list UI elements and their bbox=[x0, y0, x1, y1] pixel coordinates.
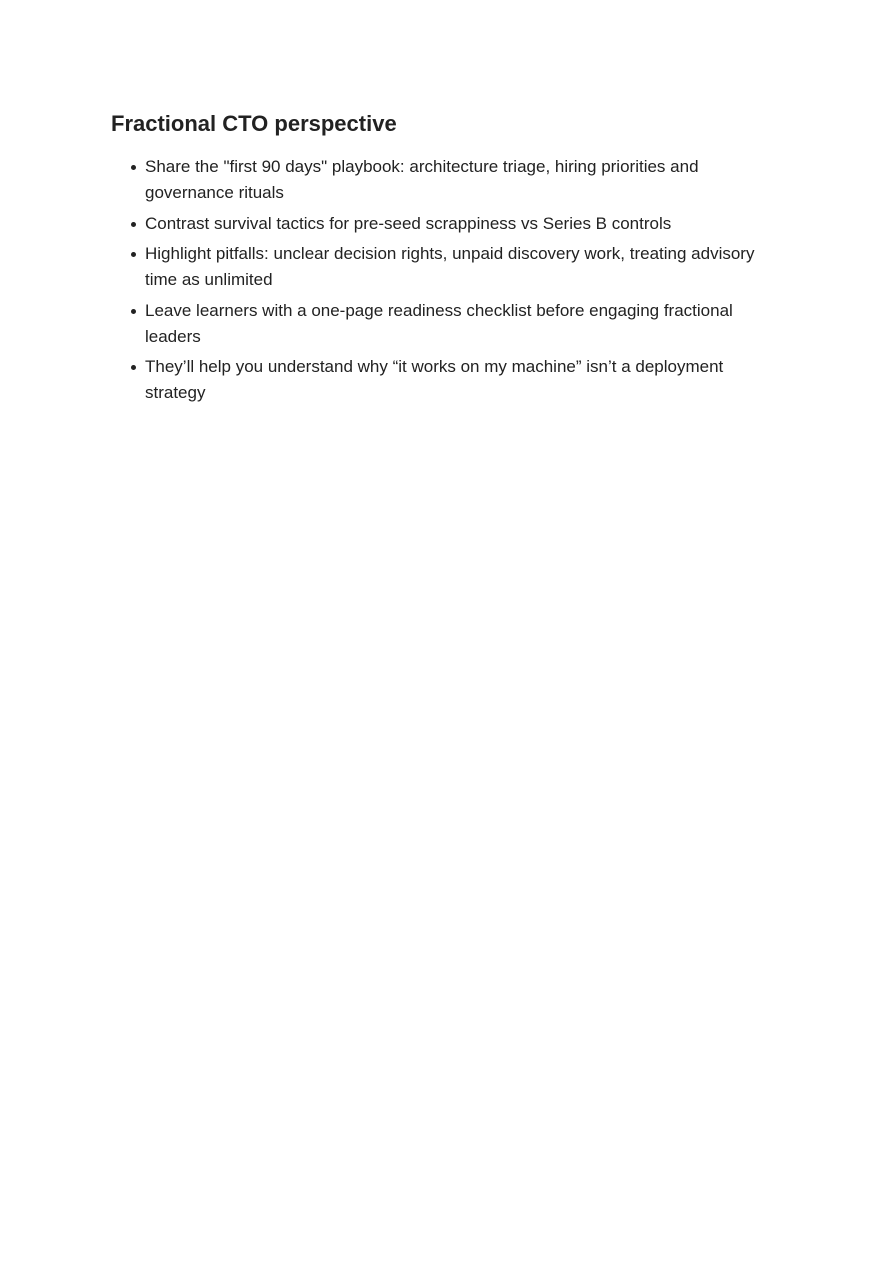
list-item bbox=[145, 241, 781, 293]
list-item bbox=[145, 298, 781, 350]
document-page bbox=[111, 108, 781, 411]
list-item-text: Highlight pitfalls: unclear decision rights, unpaid discovery work, treating advisory time as unlimited bbox=[145, 244, 755, 289]
bullet-icon bbox=[131, 309, 136, 314]
list-item-text: Leave learners with a one-page readiness checklist before engaging fractional leaders bbox=[145, 300, 733, 346]
section-heading: Fractional CTO perspective bbox=[111, 111, 397, 136]
list-item-text: Share the "first 90 days" playbook: architecture triage, hiring priorities and governance rituals bbox=[145, 157, 699, 202]
bullet-icon bbox=[131, 365, 136, 370]
list-item-text: Contrast survival tactics for pre-seed scrappiness vs Series B controls bbox=[145, 213, 672, 233]
list-item bbox=[145, 354, 781, 406]
bullet-icon bbox=[131, 252, 136, 257]
bullet-list bbox=[111, 154, 781, 406]
bullet-icon bbox=[131, 222, 136, 227]
list-item-text: They’ll help you understand why “it works on my machine” isn’t a deployment strategy bbox=[145, 357, 724, 402]
list-item bbox=[145, 154, 781, 206]
list-item bbox=[145, 211, 781, 237]
bullet-icon bbox=[131, 165, 136, 170]
